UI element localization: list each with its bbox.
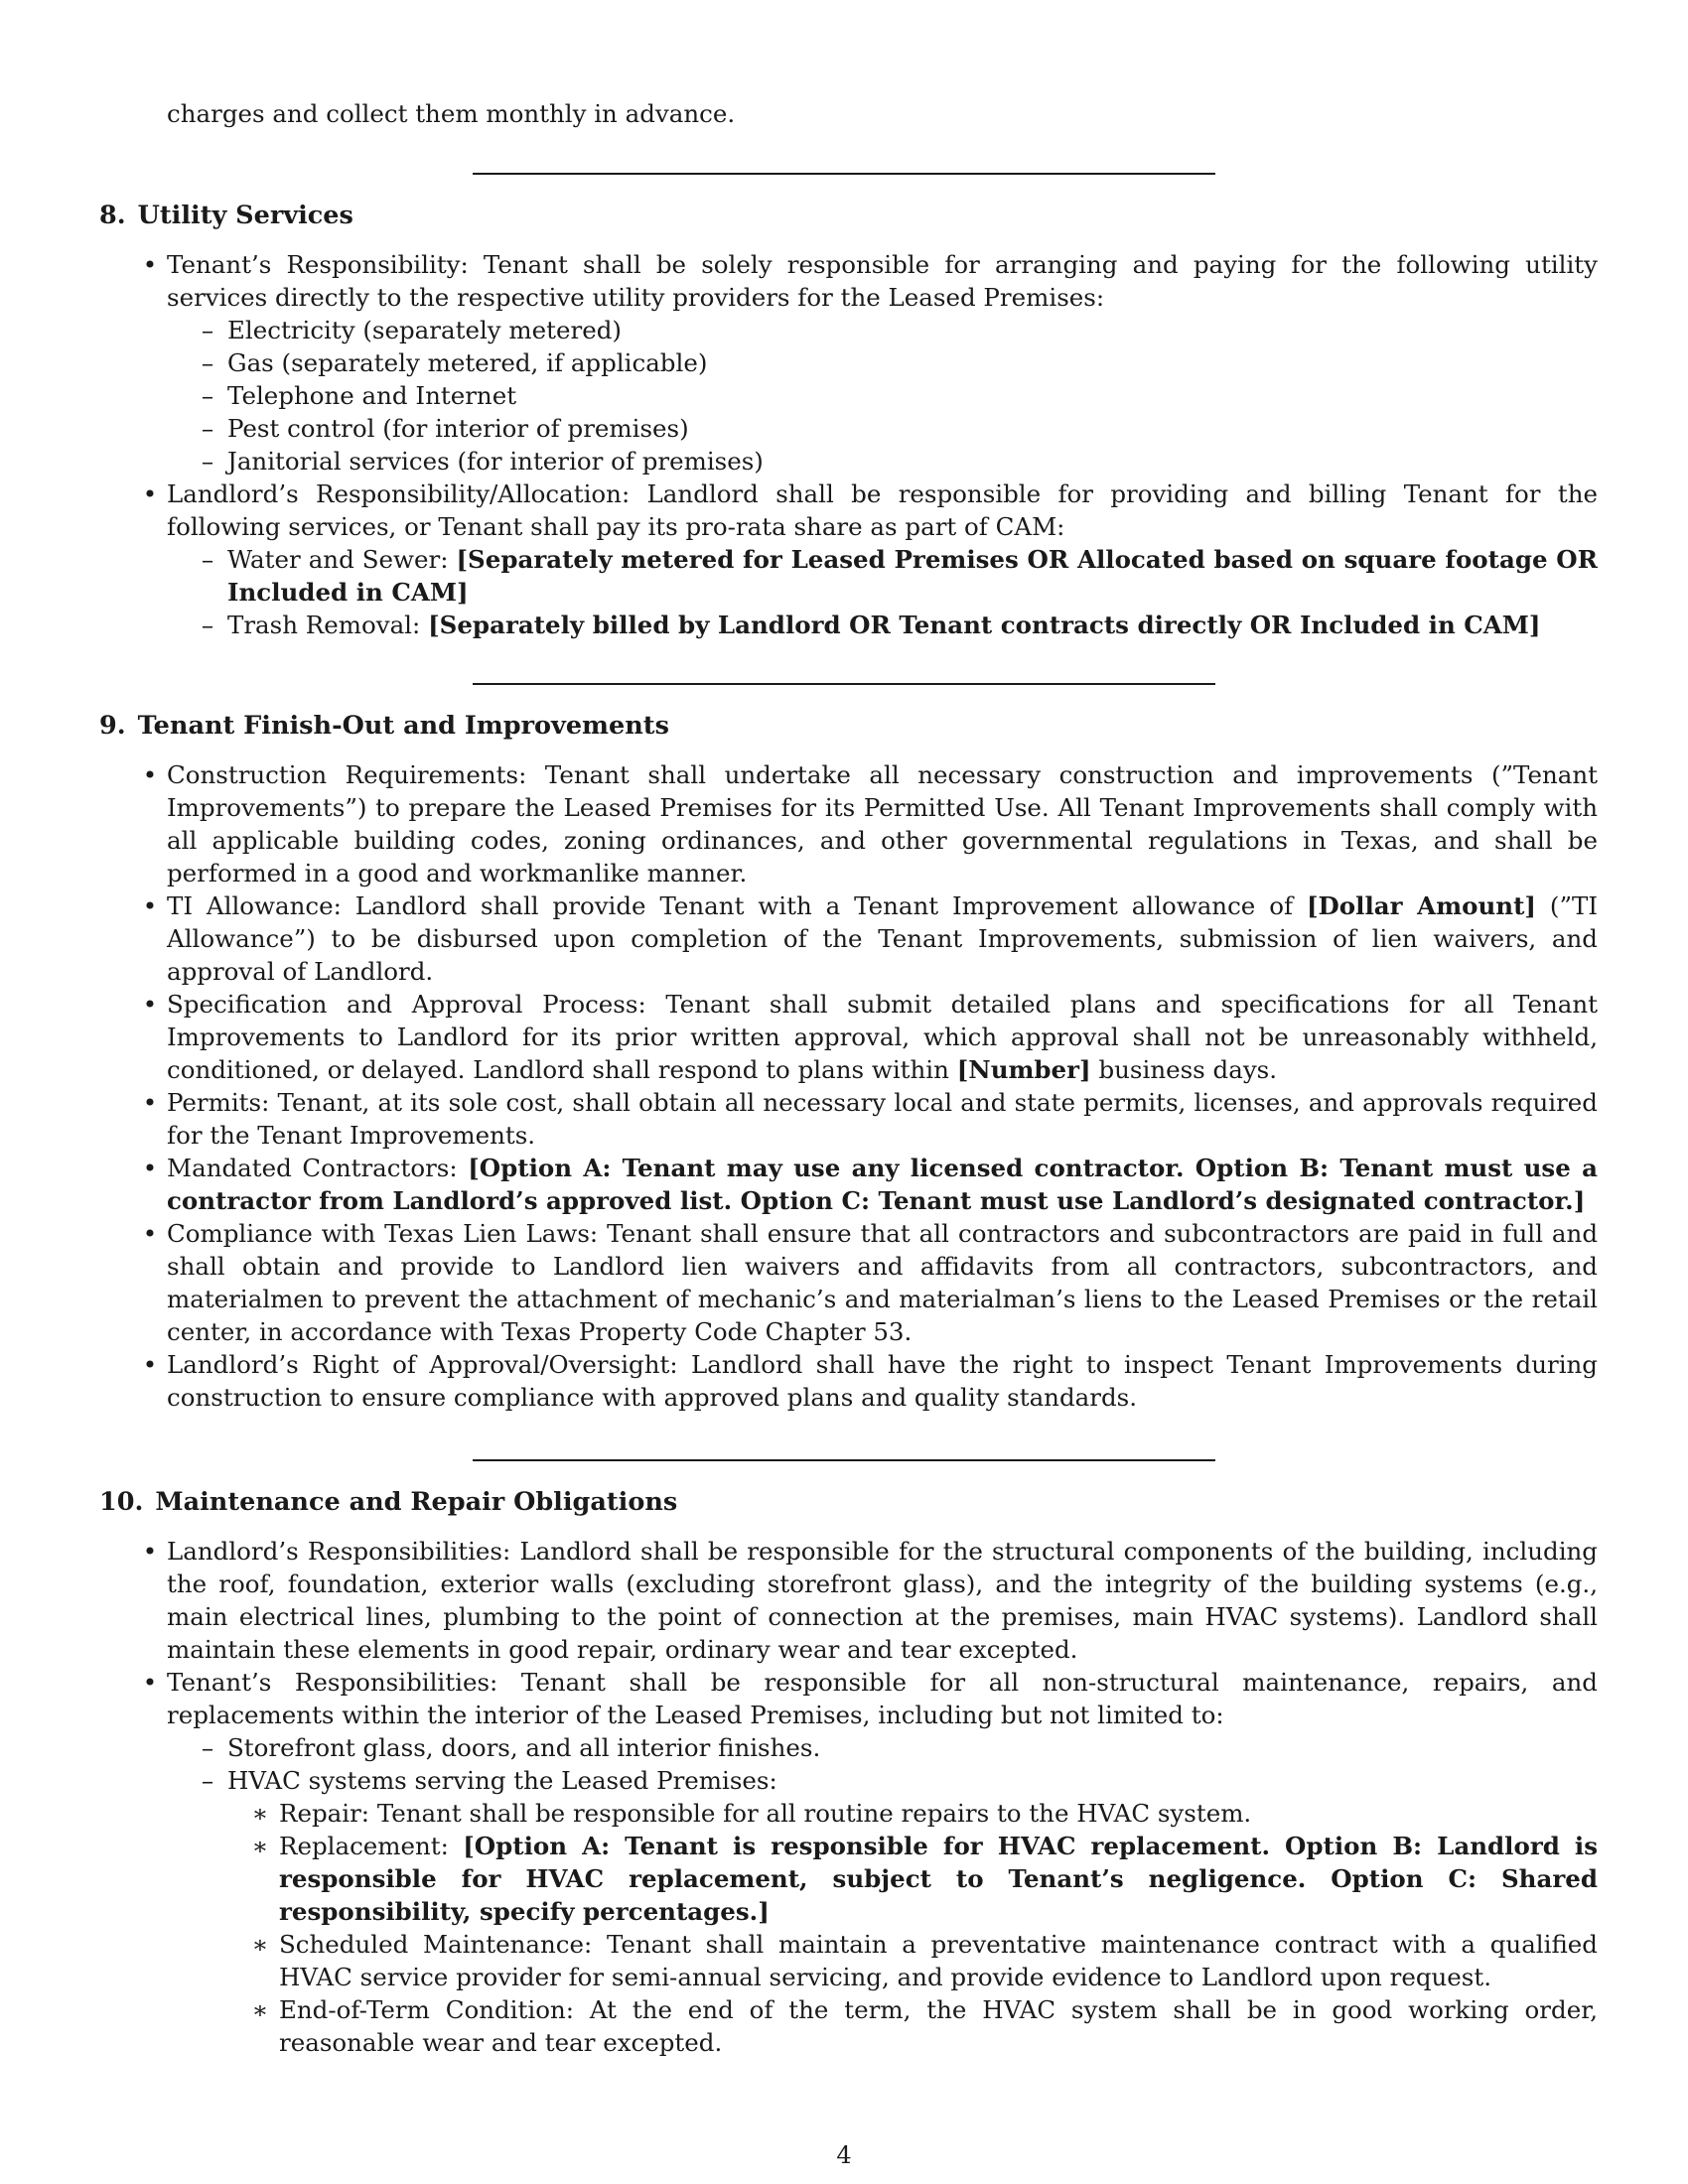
bullet-icon: • [142, 1350, 158, 1379]
permits: Permits: Tenant, at its sole cost, shall obtain all necessary local and state permits, licenses, and approvals required for the Tenant Improvements. [167, 1088, 1598, 1150]
utility-item: Gas (separately metered, if applicable) [227, 348, 708, 377]
asterisk-icon: ∗ [251, 1799, 269, 1828]
list-item [167, 1797, 1598, 1830]
text-span: Replacement: [279, 1832, 464, 1860]
section-10-heading [99, 1486, 1589, 1519]
list-item [167, 412, 1598, 445]
approval-oversight: Landlord’s Right of Approval/Oversight: Landlord shall have the right to inspect Tenant Improvements during construction to ensure compliance with approved plans and quality standards. [167, 1350, 1598, 1412]
list-item [167, 609, 1598, 641]
asterisk-icon: ∗ [251, 1995, 269, 2024]
list-item [167, 1993, 1598, 2059]
option-text: [Option A: Tenant may use any licensed contractor. Option B: Tenant must use a contractor from Landlord’s approved list. Option C: Tenant must use Landlord’s designated contractor.] [167, 1154, 1598, 1215]
section-number: 8. [99, 201, 126, 230]
section-divider [473, 1459, 1215, 1461]
bullet-icon: • [142, 250, 158, 279]
landlord-responsibilities: Landlord’s Responsibilities: Landlord shall be responsible for the structural components of the building, including the roof, foundation, exterior walls (excluding storefront glass), and the integrity of the building systems (e.g., main electrical lines, plumbing to the point of connection at the premises, main HVAC systems). Landlord shall maintain these elements in good repair, ordinary wear and tear excepted. [167, 1537, 1598, 1664]
utility-item: Pest control (for interior of premises) [227, 414, 689, 443]
list-item [167, 346, 1598, 379]
list-item [167, 1731, 1598, 1764]
bullet-icon: • [142, 990, 158, 1019]
construction-requirements: Construction Requirements: Tenant shall undertake all necessary construction and improvements (”Tenant Improvements”) to prepare the Leased Premises for its Permitted Use. All Tenant Improvements shall comply with all applicable building codes, zoning ordinances, and other governmental regulations in Texas, and shall be performed in a good and workmanlike manner. [167, 760, 1598, 887]
list-item [167, 543, 1598, 609]
dash-icon: – [201, 447, 214, 476]
list-item [167, 1928, 1598, 1993]
dash-icon: – [201, 381, 214, 410]
bullet-icon: • [142, 891, 158, 920]
dash-icon: – [201, 545, 214, 574]
dash-icon: – [201, 414, 214, 443]
list-item [167, 379, 1598, 412]
list-item [142, 988, 1598, 1086]
text-span: Mandated Contractors: [167, 1154, 469, 1182]
placeholder-text: [Dollar Amount] [1306, 891, 1536, 920]
section-title: Maintenance and Repair Obligations [155, 1487, 678, 1517]
utility-tenant-responsibility: Tenant’s Responsibility: Tenant shall be solely responsible for arranging and paying for the following utility services directly to the respective utility providers for the Leased Premises: [167, 250, 1598, 312]
mandated-contractors [167, 1152, 1598, 1217]
item-label: Water and Sewer: [227, 545, 457, 574]
ti-allowance [167, 889, 1598, 988]
bullet-icon: • [142, 1154, 158, 1182]
list-item [167, 314, 1598, 346]
list-item [142, 1348, 1598, 1414]
option-text: [Separately metered for Leased Premises OR Allocated based on square footage OR Included in CAM] [227, 545, 1598, 607]
section-8-heading [99, 200, 1589, 232]
hvac-scheduled-maintenance: Scheduled Maintenance: Tenant shall maintain a preventative maintenance contract with a qualified HVAC service provider for semi-annual servicing, and provide evidence to Landlord upon request. [279, 1930, 1598, 1991]
dash-icon: – [201, 348, 214, 377]
section-9-heading [99, 710, 1589, 743]
specification-approval [167, 988, 1598, 1086]
list-item [167, 1764, 1598, 1797]
trash-removal-item [227, 609, 1598, 641]
list-item [142, 1152, 1598, 1217]
section-divider [473, 683, 1215, 685]
utility-landlord-responsibility: Landlord’s Responsibility/Allocation: Landlord shall be responsible for providing and billing Tenant for the following services, or Tenant shall pay its pro-rata share as part of CAM: [167, 479, 1598, 541]
asterisk-icon: ∗ [251, 1930, 269, 1959]
utility-item: Telephone and Internet [227, 381, 517, 410]
section-title: Tenant Finish-Out and Improvements [137, 711, 669, 741]
utility-item: Electricity (separately metered) [227, 316, 622, 344]
tenant-responsibilities: Tenant’s Responsibilities: Tenant shall be responsible for all non-structural maintenance, repairs, and replacements within the interior of the Leased Premises, including but not limited to: [167, 1668, 1598, 1729]
dash-icon: – [201, 1766, 214, 1795]
item-label: Trash Removal: [227, 611, 429, 639]
bullet-icon: • [142, 1668, 158, 1697]
list-item [142, 889, 1599, 988]
dash-icon: – [201, 316, 214, 344]
hvac-replacement [279, 1830, 1598, 1928]
utility-item: Janitorial services (for interior of premises) [227, 447, 764, 476]
hvac-end-of-term: End-of-Term Condition: At the end of the term, the HVAC system shall be in good working order, reasonable wear and tear excepted. [279, 1995, 1598, 2057]
storefront-item: Storefront glass, doors, and all interior finishes. [227, 1733, 821, 1762]
section-9-list [142, 758, 1599, 1414]
bullet-icon: • [142, 1537, 158, 1566]
bullet-icon: • [142, 760, 158, 789]
hvac-repair: Repair: Tenant shall be responsible for all routine repairs to the HVAC system. [279, 1799, 1252, 1828]
list-item [142, 1217, 1598, 1348]
bullet-icon: • [142, 479, 158, 508]
list-item [142, 478, 1598, 543]
list-item [142, 248, 1598, 314]
text-span: (”TI Allowance”) to be disbursed upon completion of the Tenant Improvements, submission of lien waivers, and approval of Landlord. [167, 891, 1599, 986]
continuation-text: charges and collect them monthly in advance. [167, 99, 736, 128]
option-text: [Option A: Tenant is responsible for HVAC replacement. Option B: Landlord is responsible for HVAC replacement, subject to Tenant’s negligence. Option C: Shared responsibility, specify percentages.] [279, 1832, 1598, 1926]
list-item [142, 1535, 1598, 1666]
section-divider [473, 173, 1215, 175]
asterisk-icon: ∗ [251, 1832, 269, 1860]
page-number: 4 [836, 2141, 852, 2169]
dash-icon: – [201, 1733, 214, 1762]
text-span: business days. [1090, 1055, 1278, 1084]
bullet-icon: • [142, 1219, 158, 1248]
water-sewer-item [227, 543, 1598, 609]
section-number: 9. [99, 711, 126, 741]
section-number: 10. [99, 1487, 144, 1517]
bullet-icon: • [142, 1088, 158, 1117]
text-span: TI Allowance: Landlord shall provide Tenant with a Tenant Improvement allowance of [167, 891, 1307, 920]
list-item [167, 445, 1598, 478]
hvac-item: HVAC systems serving the Leased Premises: [227, 1766, 777, 1795]
placeholder-text: [Number] [956, 1055, 1091, 1084]
list-item [142, 1086, 1598, 1152]
option-text: [Separately billed by Landlord OR Tenant contracts directly OR Included in CAM] [428, 611, 1541, 639]
section-10-list [142, 1535, 1598, 2059]
text-span: Specification and Approval Process: Tenant shall submit detailed plans and specifications for all Tenant Improvements to Landlord for its prior written approval, which approval shall not be unreasonably withheld, conditioned, or delayed. Landlord shall respond to plans within [167, 990, 1598, 1084]
lien-laws: Compliance with Texas Lien Laws: Tenant shall ensure that all contractors and subcontractors are paid in full and shall obtain and provide to Landlord lien waivers and affidavits from all contractors, subcontractors, and materialmen to prevent the attachment of mechanic’s and materialman’s liens to the Leased Premises or the retail center, in accordance with Texas Property Code Chapter 53. [167, 1219, 1598, 1346]
section-8-list [142, 248, 1598, 641]
dash-icon: – [201, 611, 214, 639]
section-title: Utility Services [137, 201, 353, 230]
list-item [142, 1666, 1598, 1731]
list-item [167, 1830, 1598, 1928]
list-item [142, 758, 1598, 889]
